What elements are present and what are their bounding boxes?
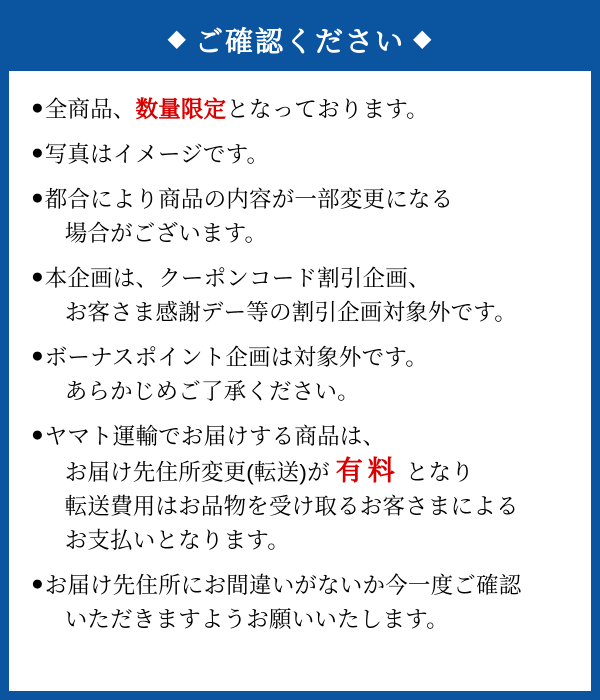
notice-text: となり [405, 460, 474, 485]
bullet-icon: ● [31, 96, 44, 119]
notice-item [31, 183, 573, 251]
notice-text: となっております。 [226, 97, 429, 122]
diamond-right-icon: ◆ [413, 25, 433, 52]
notice-line [45, 262, 573, 296]
notice-line [45, 524, 573, 558]
notice-text: 場合がございます。 [64, 221, 268, 246]
notice-item-lines [45, 420, 573, 558]
notice-item-lines [45, 341, 573, 409]
notice-text: お支払いとなります。 [64, 528, 290, 553]
notice-text: ボーナスポイント企画は対象外です。 [44, 345, 428, 370]
notice-text-emphasis: 有料 [335, 456, 400, 486]
notice-text: ヤマト運輸でお届けする商品は、 [44, 424, 386, 449]
bullet-icon: ● [31, 265, 44, 288]
bullet-icon: ● [31, 186, 44, 209]
notice-item [31, 138, 573, 172]
notice-item [31, 341, 573, 409]
notice-text: お届け先住所変更(転送)が [64, 460, 330, 485]
notice-item [31, 93, 573, 127]
notice-item-lines [45, 262, 573, 330]
notice-text: いただきますようお願いいたします。 [64, 607, 449, 632]
notice-line [45, 375, 573, 409]
notice-line [45, 420, 573, 454]
notice-item-lines [45, 138, 573, 172]
notice-list [9, 71, 591, 658]
notice-item [31, 420, 573, 558]
notice-item [31, 569, 573, 637]
page-title: ご確認ください [194, 26, 405, 57]
notice-line [45, 93, 573, 127]
notice-line [45, 454, 573, 490]
bullet-icon: ● [31, 141, 44, 164]
notice-item-lines [45, 93, 573, 127]
notice-line [45, 569, 573, 603]
bullet-icon: ● [31, 344, 44, 367]
notice-line [45, 603, 573, 637]
notice-text: お届け先住所にお間違いがないか今一度ご確認 [44, 573, 522, 598]
notice-text-emphasis: 数量限定 [135, 97, 227, 122]
notice-text: お客さま感謝デー等の割引企画対象外です。 [64, 300, 517, 325]
notice-line [45, 490, 573, 524]
notice-header [9, 9, 591, 71]
notice-line [45, 217, 573, 251]
notice-line [45, 341, 573, 375]
notice-line [45, 138, 573, 172]
notice-text: 写真はイメージです。 [44, 142, 270, 167]
notice-item-lines [45, 183, 573, 251]
notice-line [45, 183, 573, 217]
notice-text: 転送費用はお品物を受け取るお客さまによる [64, 494, 519, 519]
notice-text: 全商品、 [44, 97, 136, 122]
notice-line [45, 296, 573, 330]
bullet-icon: ● [31, 423, 44, 446]
notice-text: 本企画は、クーポンコード割引企画、 [44, 266, 431, 291]
notice-item-lines [45, 569, 573, 637]
notice-text: 都合により商品の内容が一部変更になる [44, 187, 454, 212]
notice-text: あらかじめご了承ください。 [64, 379, 360, 404]
notice-item [31, 262, 573, 330]
bullet-icon: ● [31, 572, 44, 595]
diamond-left-icon: ◆ [167, 25, 187, 52]
